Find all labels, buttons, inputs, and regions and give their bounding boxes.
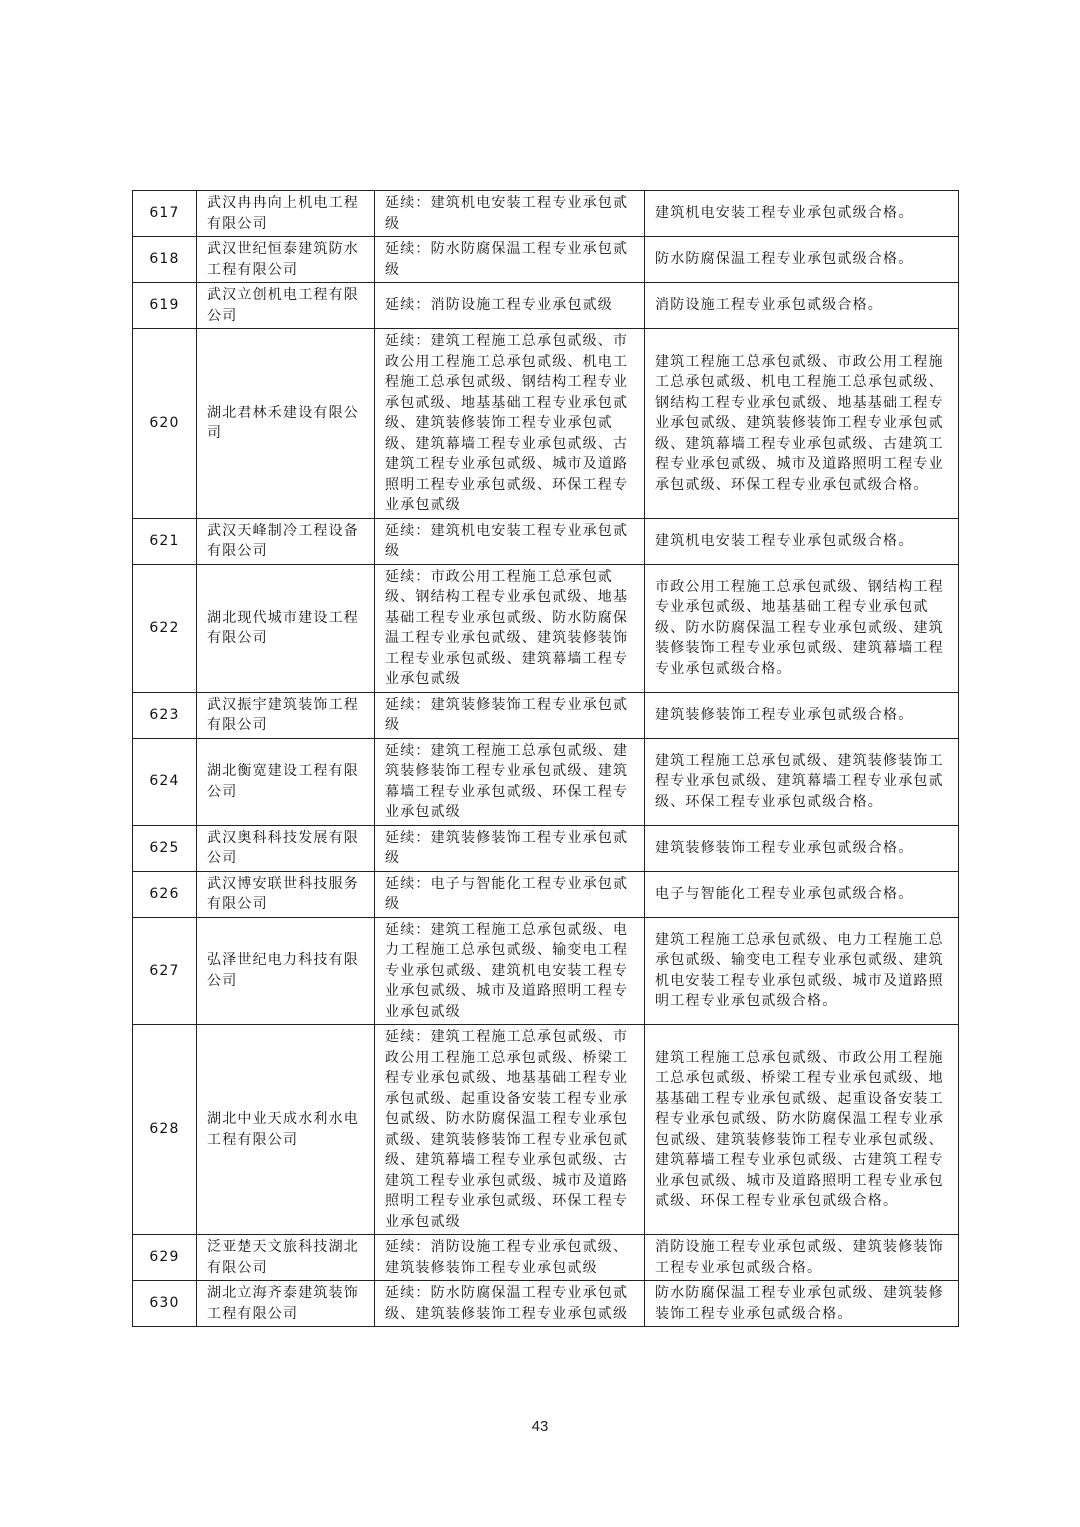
table-row	[133, 518, 959, 564]
table-body	[133, 191, 959, 1327]
row-number: 624	[133, 738, 197, 825]
review-result: 建筑机电安装工程专业承包贰级合格。	[645, 518, 959, 564]
company-name: 湖北现代城市建设工程有限公司	[197, 564, 375, 692]
company-name: 弘泽世纪电力科技有限公司	[197, 917, 375, 1025]
application-scope: 延续：市政公用工程施工总承包贰级、钢结构工程专业承包贰级、地基基础工程专业承包贰级、防水防腐保温工程专业承包贰级、建筑装修装饰工程专业承包贰级、建筑幕墙工程专业承包贰级	[375, 564, 645, 692]
row-number: 630	[133, 1281, 197, 1327]
review-result: 建筑工程施工总承包贰级、市政公用工程施工总承包贰级、桥梁工程专业承包贰级、地基基础工程专业承包贰级、起重设备安装工程专业承包贰级、防水防腐保温工程专业承包贰级、建筑装修装饰工程专业承包贰级、建筑幕墙工程专业承包贰级、古建筑工程专业承包贰级、城市及道路照明工程专业承包贰级、环保工程专业承包贰级合格。	[645, 1025, 959, 1235]
table-row	[133, 329, 959, 519]
company-name: 武汉奥科科技发展有限公司	[197, 825, 375, 871]
company-name: 湖北君林禾建设有限公司	[197, 329, 375, 519]
company-name: 武汉冉冉向上机电工程有限公司	[197, 191, 375, 237]
review-result: 市政公用工程施工总承包贰级、钢结构工程专业承包贰级、地基基础工程专业承包贰级、防水防腐保温工程专业承包贰级、建筑装修装饰工程专业承包贰级、建筑幕墙工程专业承包贰级合格。	[645, 564, 959, 692]
qualification-table	[132, 190, 959, 1327]
review-result: 建筑装修装饰工程专业承包贰级合格。	[645, 692, 959, 738]
row-number: 627	[133, 917, 197, 1025]
review-result: 建筑工程施工总承包贰级、市政公用工程施工总承包贰级、机电工程施工总承包贰级、钢结构工程专业承包贰级、地基基础工程专业承包贰级、建筑装修装饰工程专业承包贰级、建筑幕墙工程专业承包贰级、古建筑工程专业承包贰级、城市及道路照明工程专业承包贰级、环保工程专业承包贰级合格。	[645, 329, 959, 519]
company-name: 武汉天峰制冷工程设备有限公司	[197, 518, 375, 564]
row-number: 629	[133, 1235, 197, 1281]
table-row	[133, 825, 959, 871]
company-name: 湖北立海齐泰建筑装饰工程有限公司	[197, 1281, 375, 1327]
review-result: 防水防腐保温工程专业承包贰级合格。	[645, 237, 959, 283]
table-row	[133, 237, 959, 283]
application-scope: 延续：建筑装修装饰工程专业承包贰级	[375, 692, 645, 738]
company-name: 武汉博安联世科技服务有限公司	[197, 871, 375, 917]
table-row	[133, 871, 959, 917]
row-number: 617	[133, 191, 197, 237]
table-row	[133, 917, 959, 1025]
row-number: 626	[133, 871, 197, 917]
page-number: 43	[531, 1418, 549, 1435]
row-number: 621	[133, 518, 197, 564]
review-result: 建筑工程施工总承包贰级、电力工程施工总承包贰级、输变电工程专业承包贰级、建筑机电安装工程专业承包贰级、城市及道路照明工程专业承包贰级合格。	[645, 917, 959, 1025]
table-row	[133, 191, 959, 237]
row-number: 618	[133, 237, 197, 283]
application-scope: 延续：建筑机电安装工程专业承包贰级	[375, 191, 645, 237]
application-scope: 延续：建筑工程施工总承包贰级、市政公用工程施工总承包贰级、桥梁工程专业承包贰级、地基基础工程专业承包贰级、起重设备安装工程专业承包贰级、防水防腐保温工程专业承包贰级、建筑装修装饰工程专业承包贰级、建筑幕墙工程专业承包贰级、古建筑工程专业承包贰级、城市及道路照明工程专业承包贰级、环保工程专业承包贰级	[375, 1025, 645, 1235]
application-scope: 延续：消防设施工程专业承包贰级	[375, 283, 645, 329]
application-scope: 延续：建筑工程施工总承包贰级、建筑装修装饰工程专业承包贰级、建筑幕墙工程专业承包贰级、环保工程专业承包贰级	[375, 738, 645, 825]
row-number: 625	[133, 825, 197, 871]
review-result: 防水防腐保温工程专业承包贰级、建筑装修装饰工程专业承包贰级合格。	[645, 1281, 959, 1327]
application-scope: 延续：建筑工程施工总承包贰级、市政公用工程施工总承包贰级、机电工程施工总承包贰级、钢结构工程专业承包贰级、地基基础工程专业承包贰级、建筑装修装饰工程专业承包贰级、建筑幕墙工程专业承包贰级、古建筑工程专业承包贰级、城市及道路照明工程专业承包贰级、环保工程专业承包贰级	[375, 329, 645, 519]
company-name: 湖北衡宽建设工程有限公司	[197, 738, 375, 825]
review-result: 建筑装修装饰工程专业承包贰级合格。	[645, 825, 959, 871]
application-scope: 延续：防水防腐保温工程专业承包贰级	[375, 237, 645, 283]
review-result: 电子与智能化工程专业承包贰级合格。	[645, 871, 959, 917]
application-scope: 延续：建筑工程施工总承包贰级、电力工程施工总承包贰级、输变电工程专业承包贰级、建筑机电安装工程专业承包贰级、城市及道路照明工程专业承包贰级	[375, 917, 645, 1025]
table-row	[133, 283, 959, 329]
company-name: 武汉立创机电工程有限公司	[197, 283, 375, 329]
row-number: 623	[133, 692, 197, 738]
row-number: 620	[133, 329, 197, 519]
review-result: 消防设施工程专业承包贰级、建筑装修装饰工程专业承包贰级合格。	[645, 1235, 959, 1281]
table-row	[133, 564, 959, 692]
company-name: 泛亚楚天文旅科技湖北有限公司	[197, 1235, 375, 1281]
table-row	[133, 738, 959, 825]
review-result: 消防设施工程专业承包贰级合格。	[645, 283, 959, 329]
table-row	[133, 1281, 959, 1327]
company-name: 武汉振宇建筑装饰工程有限公司	[197, 692, 375, 738]
row-number: 619	[133, 283, 197, 329]
table-row	[133, 1235, 959, 1281]
review-result: 建筑工程施工总承包贰级、建筑装修装饰工程专业承包贰级、建筑幕墙工程专业承包贰级、环保工程专业承包贰级合格。	[645, 738, 959, 825]
application-scope: 延续：建筑机电安装工程专业承包贰级	[375, 518, 645, 564]
application-scope: 延续：建筑装修装饰工程专业承包贰级	[375, 825, 645, 871]
row-number: 628	[133, 1025, 197, 1235]
company-name: 武汉世纪恒泰建筑防水工程有限公司	[197, 237, 375, 283]
company-name: 湖北中业天成水利水电工程有限公司	[197, 1025, 375, 1235]
application-scope: 延续：防水防腐保温工程专业承包贰级、建筑装修装饰工程专业承包贰级	[375, 1281, 645, 1327]
table-row	[133, 692, 959, 738]
row-number: 622	[133, 564, 197, 692]
application-scope: 延续：电子与智能化工程专业承包贰级	[375, 871, 645, 917]
application-scope: 延续：消防设施工程专业承包贰级、建筑装修装饰工程专业承包贰级	[375, 1235, 645, 1281]
table-row	[133, 1025, 959, 1235]
review-result: 建筑机电安装工程专业承包贰级合格。	[645, 191, 959, 237]
